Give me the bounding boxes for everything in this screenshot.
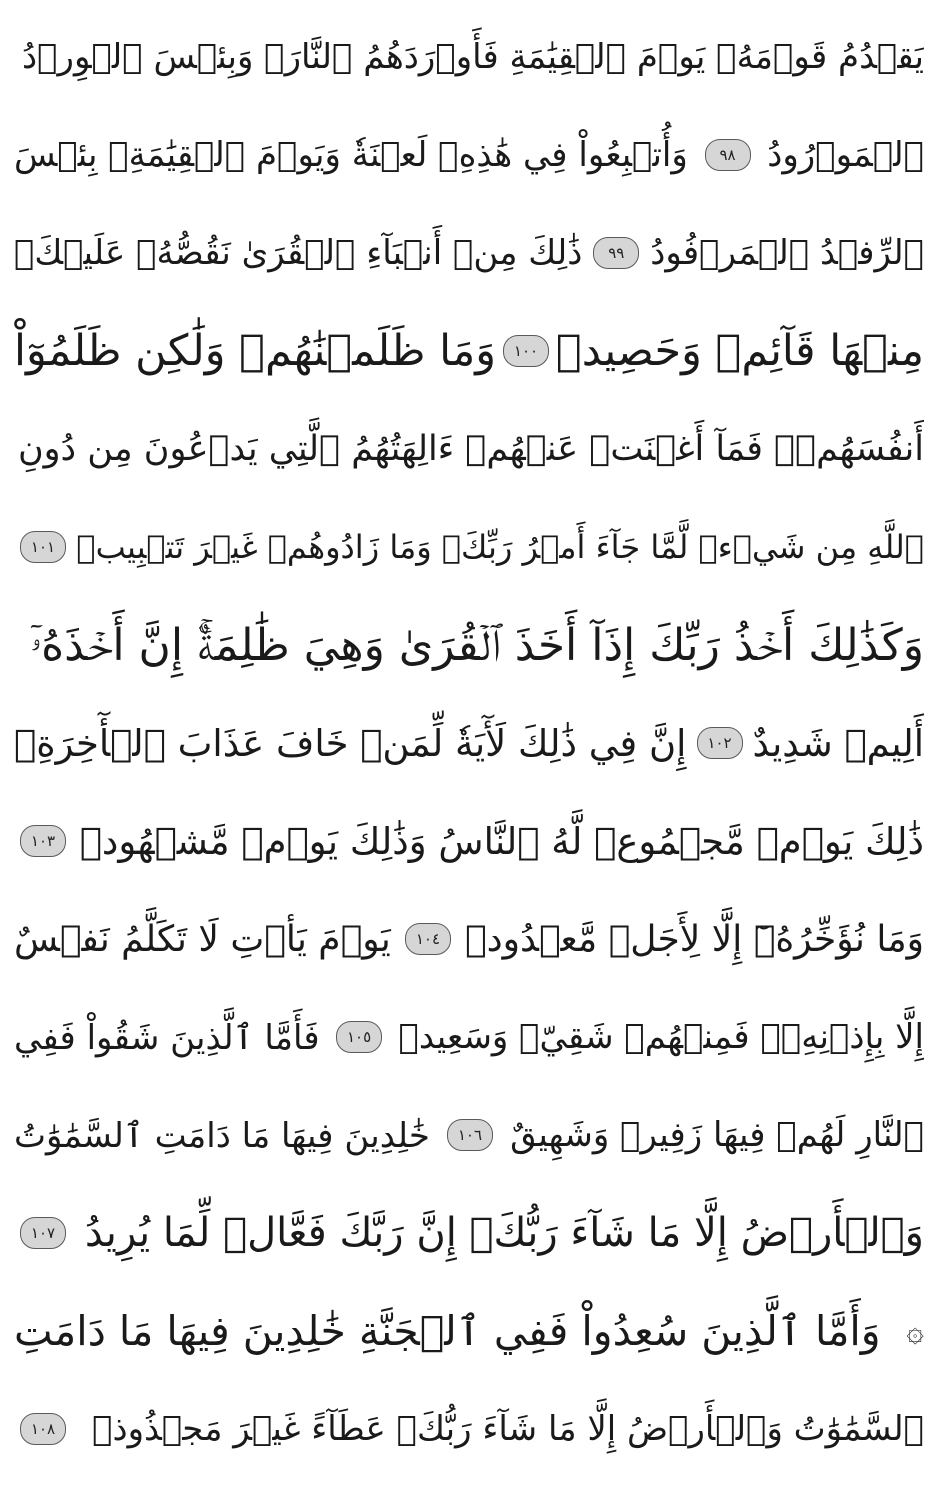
verse-line: [14, 1380, 924, 1478]
verse-text: مِنۡهَا قَآئِمٞ وَحَصِيدٞ: [555, 326, 924, 376]
ayah-number-marker: ٩٨: [705, 139, 751, 171]
verse-text: أَلِيمٞ شَدِيدٌ: [752, 721, 924, 765]
verse-text: وَأَمَّا ٱلَّذِينَ سُعِدُواْ فَفِي ٱلۡجَنَّةِ خَٰلِدِينَ فِيهَا مَا دَامَتِ: [14, 1307, 881, 1355]
verse-text: وَمَا ظَلَمۡنَٰهُمۡ وَلَٰكِن ظَلَمُوٓاْ: [14, 326, 497, 376]
verse-text: خَٰلِدِينَ فِيهَا مَا دَامَتِ ٱلسَّمَٰوَٰتُ: [14, 1115, 430, 1156]
verse-text: يَقۡدُمُ قَوۡمَهُۥ يَوۡمَ ٱلۡقِيَٰمَةِ فَأَوۡرَدَهُمُ ٱلنَّارَۖ وَبِئۡسَ ٱلۡوِرۡدُ: [21, 37, 924, 77]
ayah-number-marker: ١٠٠: [503, 335, 549, 367]
verse-text: وَأُتۡبِعُواْ فِي هَٰذِهِۦ لَعۡنَةٗ وَيَوۡمَ ٱلۡقِيَٰمَةِۚ بِئۡسَ: [14, 135, 688, 175]
verse-line: [14, 596, 924, 694]
verse-text: إِنَّ فِي ذَٰلِكَ لَأٓيَةٗ لِّمَنۡ خَافَ عَذَابَ ٱلۡأٓخِرَةِۚ: [14, 721, 687, 765]
verse-text: ٱلۡمَوۡرُودُ: [767, 135, 924, 175]
verse-text: ٱلنَّارِ لَهُمۡ فِيهَا زَفِيرٞ وَشَهِيقٌ: [510, 1115, 924, 1155]
verse-text: أَنفُسَهُمۡۖ فَمَآ أَغۡنَتۡ عَنۡهُمۡ ءَالِهَتُهُمُ ٱلَّتِي يَدۡعُونَ مِن دُونِ: [17, 429, 924, 469]
verse-text: وَٱلۡأَرۡضُ إِلَّا مَا شَآءَ رَبُّكَۚ إِنَّ رَبَّكَ فَعَّالٞ لِّمَا يُرِيدُ: [84, 1210, 924, 1256]
verse-text: ذَٰلِكَ يَوۡمٞ مَّجۡمُوعٞ لَّهُ ٱلنَّاسُ وَذَٰلِكَ يَوۡمٞ مَّشۡهُودٞ: [79, 819, 924, 863]
rub-el-hizb-icon: ۞: [906, 1313, 924, 1349]
verse-lines: [14, 8, 924, 1478]
ayah-number-marker: ١٠٨: [20, 1413, 66, 1445]
ayah-number-marker: ٩٩: [593, 237, 639, 269]
verse-text: ذَٰلِكَ مِنۡ أَنۢبَآءِ ٱلۡقُرَىٰ نَقُصُّهُۥ عَلَيۡكَۖ: [14, 233, 583, 273]
verse-text: يَوۡمَ يَأۡتِ لَا تَكَلَّمُ نَفۡسٌ: [14, 918, 391, 960]
ayah-number-marker: ١٠٤: [405, 923, 451, 955]
verse-line: [14, 1086, 924, 1184]
ayah-number-marker: ١٠٥: [336, 1021, 382, 1053]
verse-line: [14, 400, 924, 498]
verse-line: [14, 8, 924, 106]
verse-text: وَكَذَٰلِكَ أَخۡذُ رَبِّكَ إِذَآ أَخَذَ ٱلۡقُرَىٰ وَهِيَ ظَٰلِمَةٌۚ إِنَّ أَخۡذَهُۥٓ: [30, 619, 924, 671]
verse-line: [14, 302, 924, 400]
ayah-number-marker: ١٠٧: [20, 1217, 66, 1249]
verse-text: ٱلرِّفۡدُ ٱلۡمَرۡفُودُ: [650, 233, 924, 273]
verse-text: وَمَا نُؤَخِّرُهُۥٓ إِلَّا لِأَجَلٖ مَّعۡدُودٖ: [465, 918, 924, 960]
verse-line: [14, 988, 924, 1086]
verse-line: [14, 890, 924, 988]
verse-line: [14, 694, 924, 792]
ayah-number-marker: ١٠٦: [447, 1119, 493, 1151]
ayah-number-marker: ١٠٣: [20, 825, 66, 857]
verse-line: [14, 106, 924, 204]
verse-line: [14, 1282, 924, 1380]
verse-line: [14, 1184, 924, 1282]
verse-text: ٱلسَّمَٰوَٰتُ وَٱلۡأَرۡضُ إِلَّا مَا شَآءَ رَبُّكَۖ عَطَآءً غَيۡرَ مَجۡذُوذٖ: [92, 1409, 924, 1449]
verse-line: [14, 204, 924, 302]
ayah-number-marker: ١٠٢: [697, 727, 743, 759]
verse-text: ٱللَّهِ مِن شَيۡءٖ لَّمَّا جَآءَ أَمۡرُ رَبِّكَۖ وَمَا زَادُوهُمۡ غَيۡرَ تَتۡبِيبٖ: [76, 528, 924, 566]
verse-line: [14, 792, 924, 890]
ayah-number-marker: ١٠١: [20, 531, 66, 563]
verse-text: إِلَّا بِإِذۡنِهِۦۚ فَمِنۡهُمۡ شَقِيّٞ وَسَعِيدٞ: [398, 1017, 924, 1057]
verse-text: فَأَمَّا ٱلَّذِينَ شَقُواْ فَفِي: [14, 1017, 320, 1058]
verse-line: [14, 498, 924, 596]
